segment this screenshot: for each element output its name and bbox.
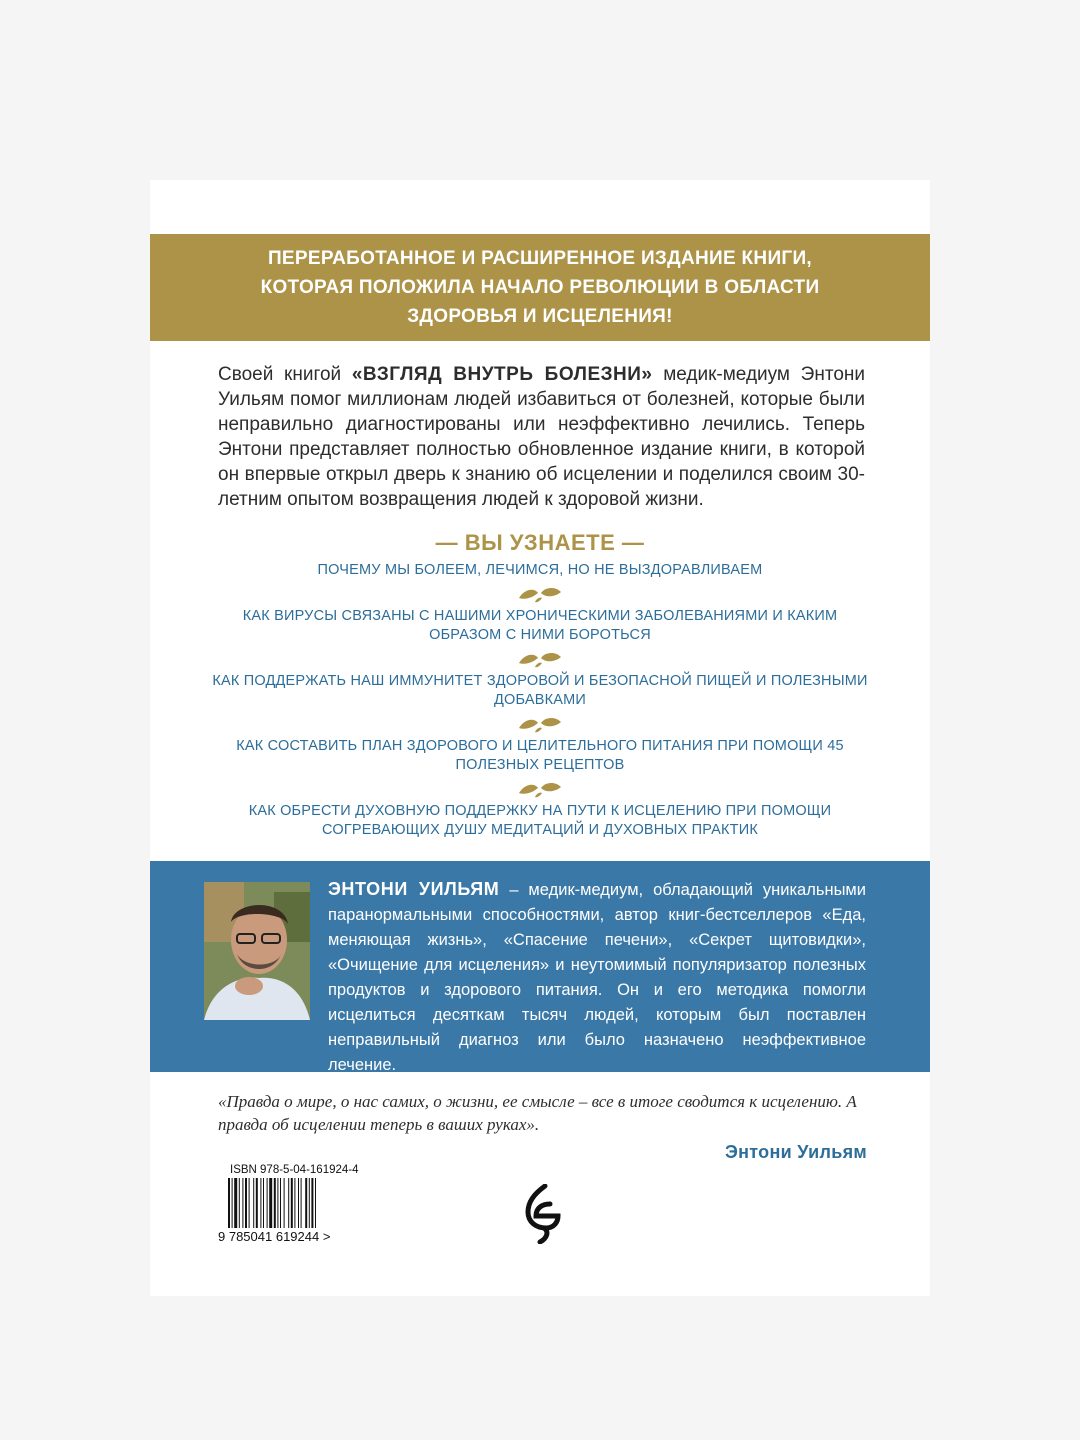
barcode-bar [253,1178,254,1228]
author-name: ЭНТОНИ УИЛЬЯМ [328,879,500,899]
leaf-ornament-icon [210,580,870,607]
barcode-bar [294,1178,295,1228]
barcode-icon [216,1178,386,1244]
banner-line-1: ПЕРЕРАБОТАННОЕ И РАСШИРЕННОЕ ИЗДАНИЕ КНИГИ, [267,248,813,269]
learn-item: КАК СОСТАВИТЬ ПЛАН ЗДОРОВОГО И ЦЕЛИТЕЛЬНОГО ПИТАНИЯ ПРИ ПОМОЩИ 45 ПОЛЕЗНЫХ РЕЦЕПТОВ [236,738,844,773]
barcode-bar [267,1178,268,1228]
book-back-cover [150,180,930,1296]
author-band [150,861,930,1072]
banner-line-2: КОТОРАЯ ПОЛОЖИЛА НАЧАЛО РЕВОЛЮЦИИ В ОБЛАСТИ [260,277,820,298]
quote-text: «Правда о мире, о нас самих, о жизни, ее смысле – все в итоге сводится к исцелению. А правда об исцелении теперь в ваших руках». [218,1092,857,1134]
author-bio-text: – медик-медиум, обладающий уникальными паранормальными способностями, автор книг-бестселлеров «Еда, меняющая жизнь», «Спасение печени», «Секрет щитовидки», «Очищение для исцеления» и неутомимый популяризатор полезных продуктов и здорового питания. Он и его методика помогли исцелиться десяткам тысяч людей, которым был поставлен неправильный диагноз или было назначено неэффективное лечение. [328,881,866,1074]
barcode-bar [256,1178,258,1228]
barcode-bar [309,1178,310,1228]
isbn-label: ISBN 978-5-04-161924-4 [230,1164,359,1176]
intro-book-title: «ВЗГЛЯД ВНУТРЬ БОЛЕЗНИ» [351,364,653,385]
quote-author: Энтони Уильям [725,1142,867,1162]
barcode-bar [263,1178,264,1228]
leaf-ornament-icon [210,645,870,672]
leaf-ornament-icon [210,710,870,737]
intro-lead: Своей книгой [218,364,342,385]
barcode-digits: 9 785041 619244 > [218,1229,331,1244]
barcode-bar [311,1178,313,1228]
author-bio [328,877,866,1078]
barcode-bar [274,1178,276,1228]
headline-banner [150,234,930,341]
barcode-bar [280,1178,281,1228]
author-photo [204,882,310,1020]
intro-body: медик-медиум Энтони Уильям помог миллионам людей избавиться от болезней, которые были неправильно диагностированы или неэффективно лечились. Теперь Энтони представляет полностью обновленное издание книги, в которой он впервые открыл дверь к знанию об исцелении и поделился своим 30-летним опытом возвращения людей к здоровой жизни. [218,364,865,510]
barcode-bar [242,1178,243,1228]
barcode-bar [234,1178,237,1228]
barcode-bar [291,1178,293,1228]
barcode-bar [228,1178,230,1228]
barcode-bar [249,1178,250,1228]
barcode-bar [232,1178,233,1228]
barcode-bar [239,1178,240,1228]
barcode-bar [298,1178,299,1228]
intro-paragraph [218,362,865,512]
barcode-bar [269,1178,272,1228]
leaf-ornament-icon [210,775,870,802]
barcode-bar [288,1178,289,1228]
barcode-bar [245,1178,247,1228]
barcode-bar [277,1178,278,1228]
banner-line-3: ЗДОРОВЬЯ И ИСЦЕЛЕНИЯ! [407,306,673,327]
learn-list [210,561,870,840]
barcode-bar [305,1178,307,1228]
barcode-bar [284,1178,285,1228]
barcode-bar [260,1178,261,1228]
learn-heading: — ВЫ УЗНАЕТЕ — [435,530,645,555]
barcode-bar [315,1178,316,1228]
barcode-bar [301,1178,302,1228]
learn-item: КАК ОБРЕСТИ ДУХОВНУЮ ПОДДЕРЖКУ НА ПУТИ К ИСЦЕЛЕНИЮ ПРИ ПОМОЩИ СОГРЕВАЮЩИХ ДУШУ МЕДИТАЦИЙ И ДУХОВНЫХ ПРАКТИК [248,803,832,838]
learn-item: КАК ПОДДЕРЖАТЬ НАШ ИММУНИТЕТ ЗДОРОВОЙ И БЕЗОПАСНОЙ ПИЩЕЙ И ПОЛЕЗНЫМИ ДОБАВКАМИ [212,673,868,708]
publisher-logo-icon [524,1184,562,1244]
learn-item: КАК ВИРУСЫ СВЯЗАНЫ С НАШИМИ ХРОНИЧЕСКИМИ ЗАБОЛЕВАНИЯМИ И КАКИМ ОБРАЗОМ С НИМИ БОРОТЬСЯ [242,608,838,643]
learn-item: ПОЧЕМУ МЫ БОЛЕЕМ, ЛЕЧИМСЯ, НО НЕ ВЫЗДОРАВЛИВАЕМ [317,562,763,578]
